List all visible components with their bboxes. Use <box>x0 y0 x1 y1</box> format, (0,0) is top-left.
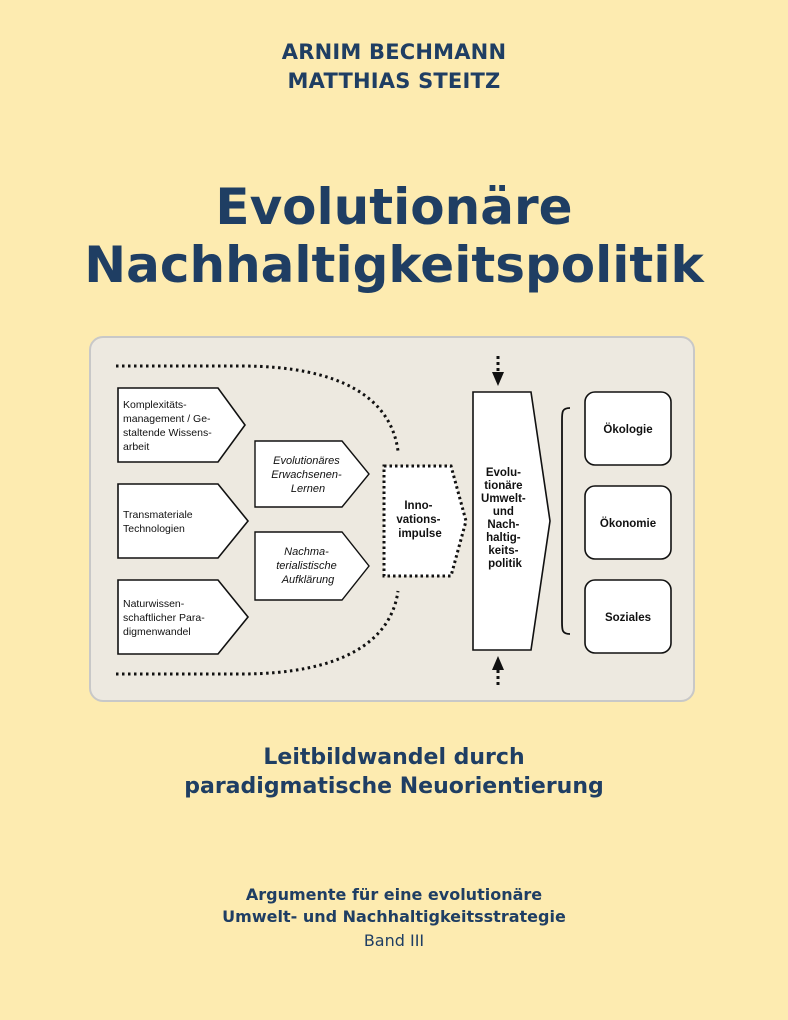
policy-label: Evolu- tionäre Umwelt- und Nach- haltig- keits- politik <box>481 467 526 570</box>
learning-label: Evolutionäres Erwachsenen- Lernen <box>271 455 342 495</box>
bracket-brace <box>562 408 570 634</box>
author-name: MATTHIAS STEITZ <box>287 69 501 93</box>
series-line: Argumente für eine evolutionäre <box>245 885 543 904</box>
volume-label: Band III <box>363 931 425 950</box>
subtitle-line: Leitbildwandel durch <box>263 745 525 770</box>
concept-diagram <box>89 336 695 702</box>
book-subtitle <box>0 743 788 801</box>
title-line: Evolutionäre <box>215 178 573 236</box>
driver-label: Transmateriale Technologien <box>123 509 193 535</box>
driver-box <box>118 484 248 558</box>
arrow-up-icon <box>492 656 504 670</box>
series-line: Umwelt- und Nachhaltigkeitsstrategie <box>222 907 566 926</box>
pillar-label: Ökologie <box>603 424 653 436</box>
diagram-svg <box>91 338 693 700</box>
book-title <box>0 178 788 294</box>
learning-label: Nachma- terialistische Aufklärung <box>276 546 337 586</box>
arrow-down-icon <box>492 372 504 386</box>
driver-label: Komplexitäts- management / Ge- staltende Wissens- arbeit <box>123 399 212 453</box>
pillar-label: Ökonomie <box>599 518 657 530</box>
author-name: ARNIM BECHMANN <box>281 40 507 64</box>
driver-label: Naturwissen- schaftlicher Para- digmenwandel <box>123 598 205 638</box>
pillar-label: Soziales <box>604 612 652 624</box>
series-title <box>0 884 788 928</box>
title-line: Nachhaltigkeitspolitik <box>84 236 704 294</box>
authors <box>0 38 788 96</box>
impulses-label: Inno- vations- impulse <box>396 500 442 540</box>
subtitle-line: paradigmatische Neuorientierung <box>184 774 604 799</box>
